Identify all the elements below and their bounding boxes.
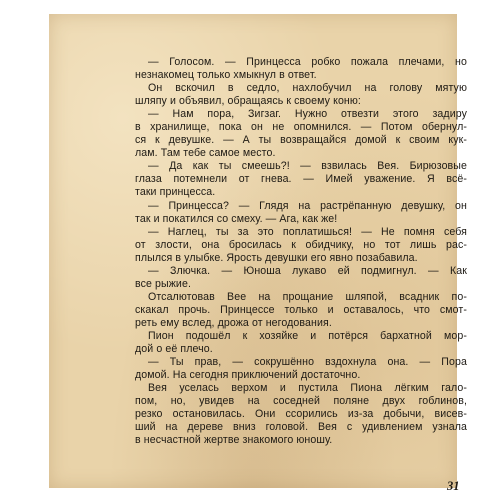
text-line: плылся в улыбке. Ярость девушки его явно позабавила. <box>135 251 418 264</box>
text-line: — Да как ты смеешь?! — взвилась Вея. Бирюзовые <box>148 160 467 173</box>
text-line: Отсалютовав Вее на прощание шляпой, всадник по- <box>148 290 467 303</box>
text-line: ся к девушке. — А ты возвращайся домой к своим кук- <box>135 134 467 147</box>
text-line: — Наглец, ты за это поплатишься! — Не помня себя <box>148 225 467 238</box>
text-line: незнакомец только хмыкнул в ответ. <box>135 69 317 82</box>
page-number: 31 <box>447 479 460 493</box>
text-line: таки принцесса. <box>135 186 216 199</box>
text-line: Вея уселась верхом и пустила Пиона лёгким гало- <box>148 382 467 395</box>
text-line: в несчастной жертве знакомого юношу. <box>135 434 333 447</box>
text-line: лам. Там тебе самое место. <box>135 147 276 160</box>
book-page <box>49 14 467 493</box>
text-line: в хранилище, пока он не опомнился. — Потом обернул- <box>135 121 467 134</box>
text-line: все рыжие. <box>135 277 191 290</box>
text-line: ший на дереве вниз головой. Вея с удивлением узнала <box>135 421 467 434</box>
text-line: шляпу и объявил, обращаясь к своему коню: <box>135 95 361 108</box>
text-line: пом, но, увидев на соседней поляне двух гоблинов, <box>135 395 467 408</box>
text-line: — Принцесса? — Глядя на растрёпанную девушку, он <box>148 199 467 212</box>
text-line: скакал прочь. Принцессе только и оставалось, что смот- <box>135 303 467 316</box>
text-line: Он вскочил в седло, нахлобучил на голову мятую <box>148 82 467 95</box>
page-text <box>135 56 467 447</box>
text-line: — Ты прав, — сокрушённо вздохнула она. — Пора <box>148 356 467 369</box>
text-line: так и покатился со смеху. — Ага, как же! <box>135 212 338 225</box>
text-line: Пион подошёл к хозяйке и потёрся бархатной мор- <box>148 329 467 342</box>
text-line: реть ему вслед, дрожа от негодования. <box>135 316 332 329</box>
text-line: глаза потемнели от гнева. — Имей уважение. Я всё- <box>135 173 467 186</box>
text-line: — Нам пора, Зигзаг. Нужно отвезти этого задиру <box>148 108 467 121</box>
text-line: резко остановилась. Они ссорились из-за добычи, висев- <box>135 408 467 421</box>
text-line: домой. На сегодня приключений достаточно. <box>135 369 361 382</box>
text-line: дой о её плечо. <box>135 343 213 356</box>
text-line: — Голосом. — Принцесса робко пожала плечами, но <box>148 56 467 68</box>
text-line: — Злючка. — Юноша лукаво ей подмигнул. — Как <box>148 264 467 277</box>
text-line: от злости, она бросилась к обидчику, но тот лишь рас- <box>135 238 467 251</box>
